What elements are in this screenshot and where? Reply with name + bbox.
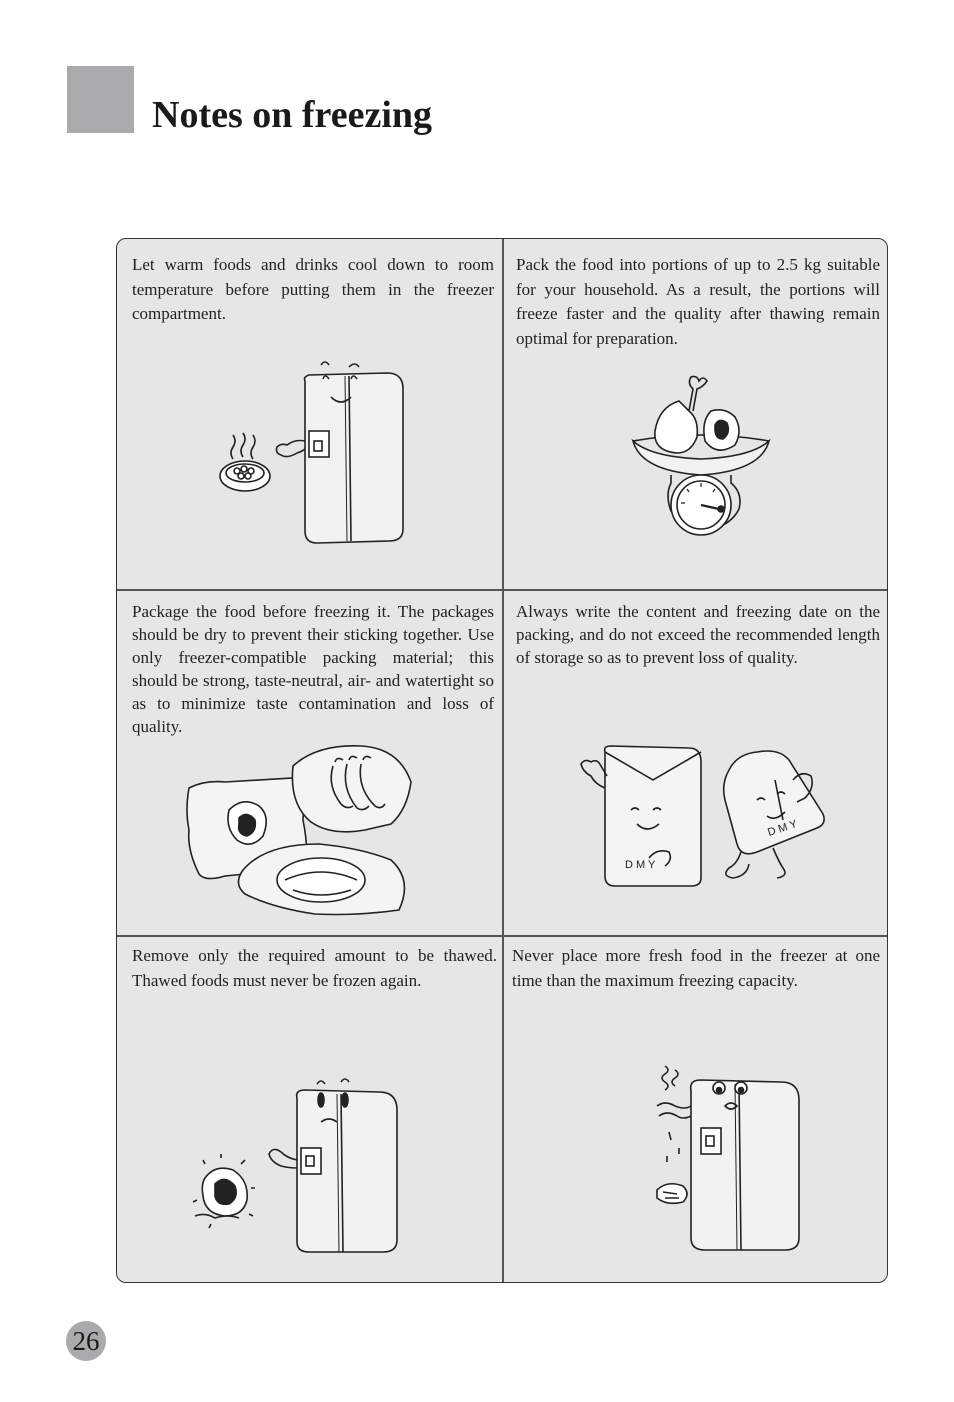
note-text-6: Never place more fresh food in the freezer at one time than the maximum freezing capacity. [512, 946, 880, 990]
food-scale-icon [631, 371, 771, 546]
page-number-badge: 26 [66, 1321, 106, 1361]
package-date-label-2: D M Y [766, 818, 799, 839]
thawed-food-refrigerator-icon [191, 1076, 411, 1261]
warm-food-refrigerator-icon [217, 359, 417, 554]
overloaded-refrigerator-icon [643, 1060, 813, 1255]
dated-packages-icon [561, 740, 831, 890]
note-cell-5 [117, 936, 502, 1283]
note-text-2: Pack the food into portions of up to 2.5 kg suitable for your household. As a result, the portions will freeze faster and the quality after thawing remain optimal for preparation. [516, 255, 880, 348]
notes-grid [116, 238, 888, 1283]
package-date-label-1: D M Y [625, 859, 656, 871]
note-text-3: Package the food before freezing it. The packages should be dry to prevent their sticking together. Use only freezer-compatible packing material; this should be strong, taste-neutral, air- and watertight so as to minimize taste contamination and loss of quality. [132, 602, 494, 736]
note-text-1: Let warm foods and drinks cool down to room temperature before putting them in the freezer compartment. [132, 255, 494, 323]
title-square-decoration [67, 66, 134, 133]
note-cell-3 [117, 590, 502, 935]
note-text-5: Remove only the required amount to be thawed. Thawed foods must never be frozen again. [132, 946, 497, 990]
note-cell-2 [503, 239, 888, 589]
food-packages-icon [185, 740, 415, 915]
note-text-4: Always write the content and freezing date on the packing, and do not exceed the recommended length of storage so as to prevent loss of quality. [516, 602, 880, 667]
note-cell-6 [503, 936, 888, 1283]
note-cell-4 [503, 590, 888, 935]
note-cell-1 [117, 239, 502, 589]
page-title: Notes on freezing [152, 94, 433, 136]
